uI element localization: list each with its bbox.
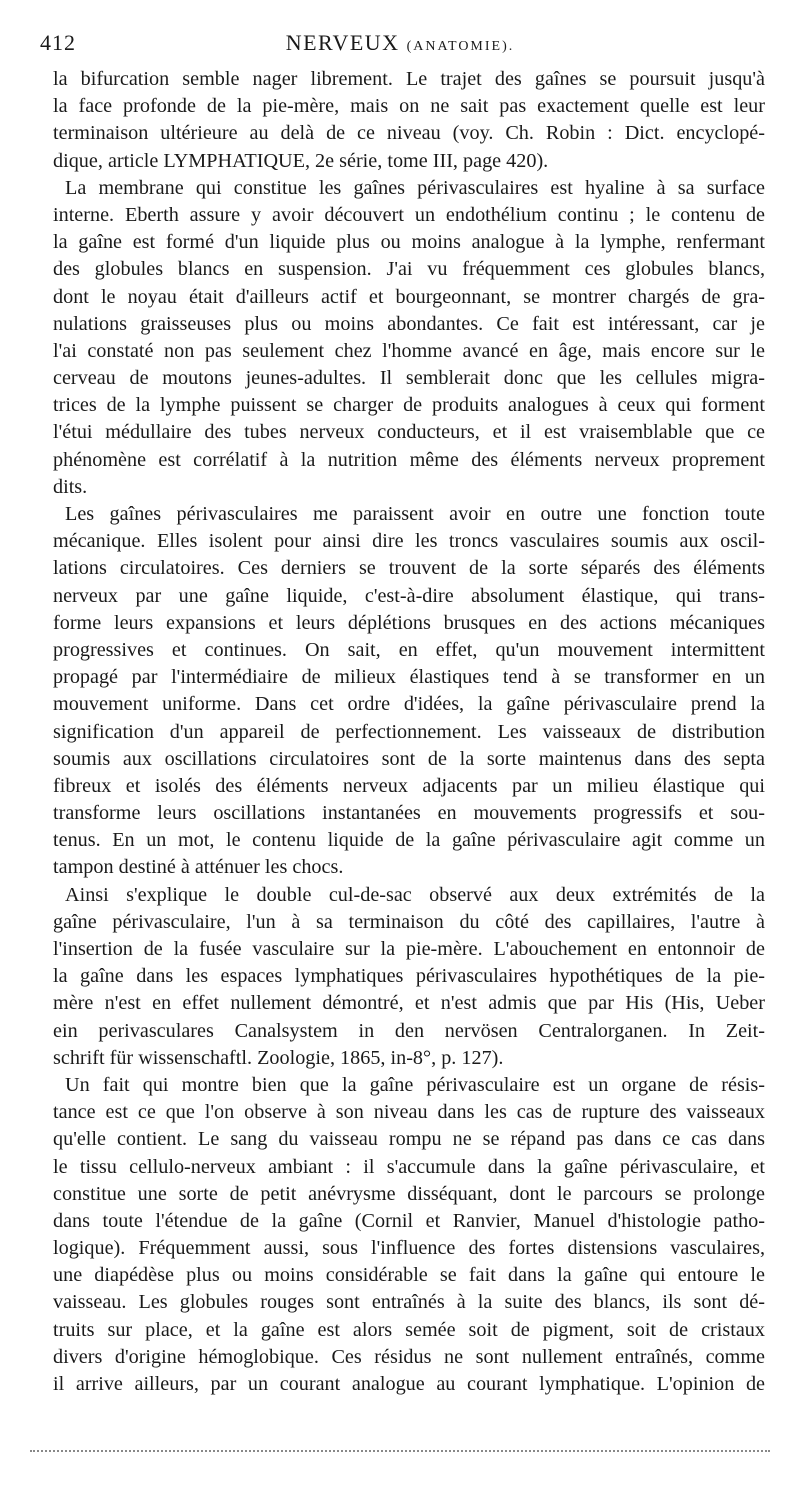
- text-line: phénomène est corrélatif à la nutrition même des éléments nerveux proprement: [53, 448, 765, 471]
- text-line: dits.: [53, 475, 88, 498]
- text-line: fibreux et isolés des éléments nerveux adjacents par un milieu élastique qui: [53, 774, 765, 797]
- text-line: truits sur place, et la gaîne est alors semée soit de pigment, soit de cristaux: [53, 1318, 765, 1341]
- body-text: [53, 66, 765, 1398]
- text-line: nerveux par une gaîne liquide, c'est-à-dire absolument élastique, qui trans-: [53, 584, 765, 607]
- text-line: divers d'origine hémoglobique. Ces résidus ne sont nullement entraînés, comme: [53, 1345, 765, 1368]
- text-line: interne. Eberth assure y avoir découvert un endothélium continu ; le contenu de: [53, 203, 765, 226]
- text-line: mouvement uniforme. Dans cet ordre d'idées, la gaîne périvasculaire prend la: [53, 693, 765, 716]
- text-line: Ainsi s'explique le double cul-de-sac observé aux deux extrémités de la: [65, 883, 765, 906]
- text-line: lations circulatoires. Ces derniers se trouvent de la sorte séparés des éléments: [53, 557, 765, 580]
- page-number: 412: [40, 30, 76, 55]
- text-line: mère n'est en effet nullement démontré, et n'est admis que par His (His, Ueber: [53, 992, 765, 1015]
- text-line: des globules blancs en suspension. J'ai vu fréquemment ces globules blancs,: [53, 258, 765, 281]
- text-line: une diapédèse plus ou moins considérable se fait dans la gaîne qui entoure le: [53, 1264, 765, 1287]
- text-line: gaîne périvasculaire, l'un à sa terminaison du côté des capillaires, l'autre à: [53, 910, 765, 933]
- text-line: la face profonde de la pie-mère, mais on ne sait pas exactement quelle est leur: [53, 95, 765, 118]
- text-line: cerveau de moutons jeunes-adultes. Il semblerait donc que les cellules migra-: [53, 367, 765, 390]
- text-line: La membrane qui constitue les gaînes périvasculaires est hyaline à sa surface: [65, 176, 765, 199]
- text-line: forme leurs expansions et leurs déplétions brusques en des actions mécaniques: [53, 611, 765, 634]
- text-line: dans toute l'étendue de la gaîne (Cornil et Ranvier, Manuel d'histologie patho-: [53, 1209, 765, 1232]
- text-line: transforme leurs oscillations instantanées en mouvements progressifs et sou-: [53, 802, 765, 825]
- text-line: tance est ce que l'on observe à son niveau dans les cas de rupture des vaisseaux: [53, 1101, 765, 1124]
- text-line: l'ai constaté non pas seulement chez l'homme avancé en âge, mais encore sur le: [53, 339, 765, 362]
- text-line: schrift für wissenschaftl. Zoologie, 1865, in-8°, p. 127).: [53, 1046, 504, 1069]
- text-line: la gaîne dans les espaces lymphatiques périvasculaires hypothétiques de la pie-: [53, 965, 765, 988]
- text-line: Un fait qui montre bien que la gaîne périvasculaire est un organe de résis-: [65, 1073, 765, 1096]
- text-line: vaisseau. Les globules rouges sont entraînés à la suite des blancs, ils sont dé-: [53, 1291, 765, 1314]
- text-line: soumis aux oscillations circulatoires sont de la sorte maintenus dans des septa: [53, 747, 765, 770]
- text-line: terminaison ultérieure au delà de ce niveau (voy. Ch. Robin : Dict. encyclopé-: [53, 122, 765, 145]
- text-line: trices de la lymphe puissent se charger de produits analogues à ceux qui forment: [53, 394, 765, 417]
- text-line: progressives et continues. On sait, en effet, qu'un mouvement intermittent: [53, 638, 765, 661]
- text-line: dique, article LYMPHATIQUE, 2e série, tome III, page 420).: [53, 149, 549, 172]
- running-title: [40, 28, 760, 62]
- text-line: l'étui médullaire des tubes nerveux conducteurs, et il est vraisemblable que ce: [53, 421, 765, 444]
- text-line: qu'elle contient. Le sang du vaisseau rompu ne se répand pas dans ce cas dans: [53, 1128, 765, 1151]
- text-line: dont le noyau était d'ailleurs actif et bourgeonnant, se montrer chargés de gra-: [53, 285, 765, 308]
- text-line: tenus. En un mot, le contenu liquide de la gaîne périvasculaire agit comme un: [53, 829, 765, 852]
- text-line: nulations graisseuses plus ou moins abondantes. Ce fait est intéressant, car je: [53, 312, 765, 335]
- text-line: constitue une sorte de petit anévrysme disséquant, dont le parcours se prolonge: [53, 1182, 765, 1205]
- text-line: tampon destiné à atténuer les chocs.: [53, 856, 344, 879]
- text-line: le tissu cellulo-nerveux ambiant : il s'accumule dans la gaîne périvasculaire, et: [53, 1155, 765, 1178]
- text-line: mécanique. Elles isolent pour ainsi dire les troncs vasculaires soumis aux oscil-: [53, 530, 765, 553]
- text-line: il arrive ailleurs, par un courant analogue au courant lymphatique. L'opinion de: [53, 1373, 765, 1395]
- text-line: ein perivasculares Canalsystem in den nervösen Centralorganen. In Zeit-: [53, 1019, 765, 1042]
- running-title-main: NERVEUX: [285, 30, 400, 55]
- text-line: propagé par l'intermédiaire de milieux élastiques tend à se transformer en un: [53, 666, 765, 689]
- text-line: la gaîne est formé d'un liquide plus ou moins analogue à la lymphe, renfermant: [53, 231, 765, 254]
- running-title-sub: (ANATOMIE).: [406, 39, 515, 54]
- text-line: l'insertion de la fusée vasculaire sur la pie-mère. L'abouchement en entonnoir de: [53, 938, 765, 960]
- footer-dotted-rule: [30, 1450, 770, 1452]
- text-line: la bifurcation semble nager librement. Le trajet des gaînes se poursuit jusqu'à: [53, 68, 765, 90]
- text-line: logique). Fréquemment aussi, sous l'influence des fortes distensions vasculaires,: [53, 1237, 765, 1260]
- text-line: signification d'un appareil de perfectionnement. Les vaisseaux de distribution: [53, 720, 765, 743]
- text-line: Les gaînes périvasculaires me paraissent avoir en outre une fonction toute: [65, 503, 765, 525]
- running-header: [40, 28, 760, 58]
